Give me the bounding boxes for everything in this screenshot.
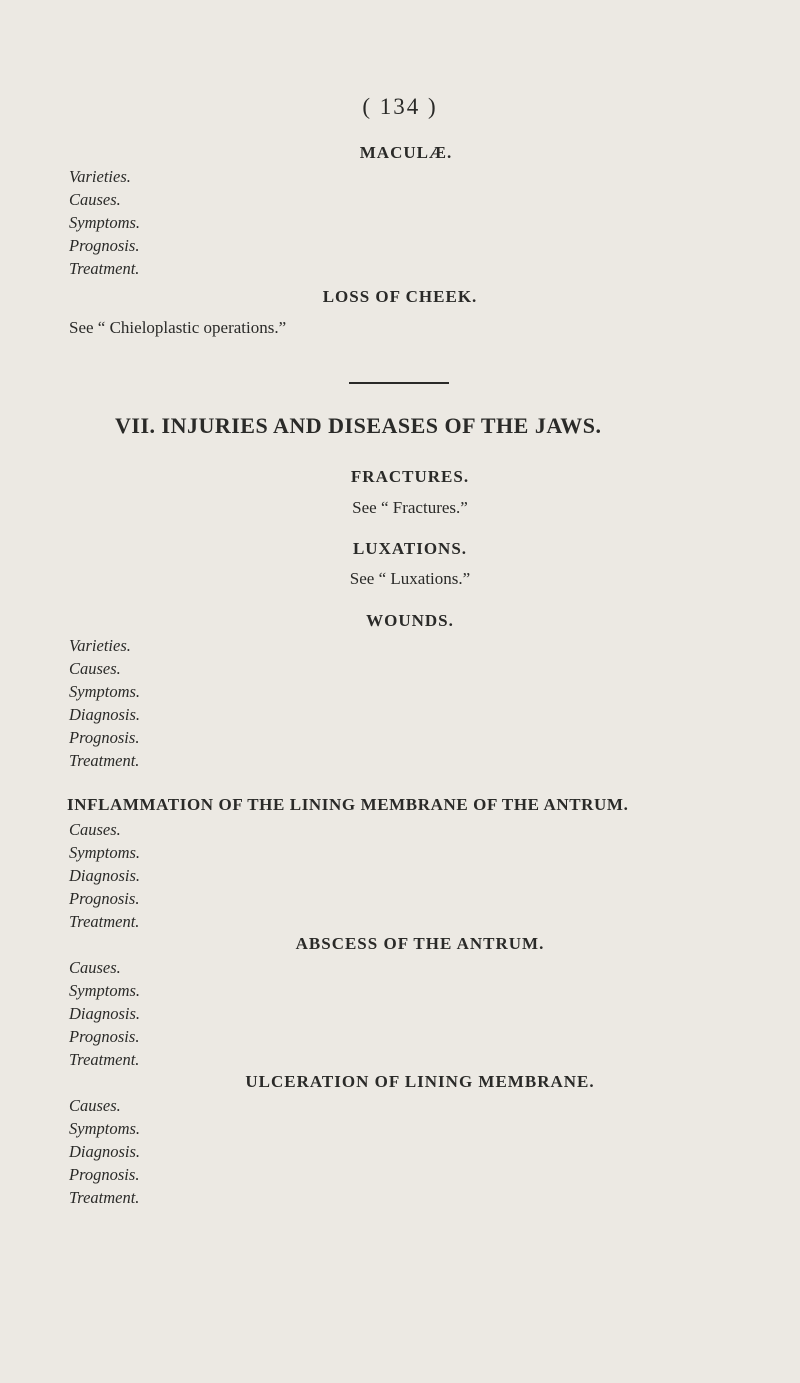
list-item: Treatment. (69, 751, 140, 770)
list-item: Diagnosis. (69, 866, 141, 885)
list-item: Diagnosis. (69, 705, 141, 724)
ulceration-subtopics-list (69, 1094, 140, 1209)
section-heading-wounds: WOUNDS. (366, 611, 454, 630)
section-heading-inflammation-antrum: INFLAMMATION OF THE LINING MEMBRANE OF THE ANTRUM. (67, 795, 629, 814)
list-item: Treatment. (69, 912, 140, 931)
list-item: Causes. (69, 958, 121, 977)
section-heading-maculae: MACULÆ. (359, 143, 453, 162)
section-divider (349, 382, 449, 384)
list-item: Prognosis. (69, 728, 140, 747)
inflammation-subtopics-list (69, 818, 140, 933)
abscess-subtopics-list (69, 956, 140, 1071)
cross-reference-luxations: See “ Luxations.” (349, 569, 471, 588)
list-item: Treatment. (69, 1188, 140, 1207)
list-item: Varieties. (69, 636, 131, 655)
list-item: Symptoms. (69, 1119, 141, 1138)
list-item: Symptoms. (69, 682, 141, 701)
list-item: Prognosis. (69, 1165, 140, 1184)
list-item: Causes. (69, 1096, 121, 1115)
list-item: Diagnosis. (69, 1004, 141, 1023)
list-item: Causes. (69, 659, 121, 678)
list-item: Prognosis. (69, 889, 140, 908)
list-item: Prognosis. (69, 1027, 140, 1046)
list-item: Symptoms. (69, 843, 141, 862)
list-item: Symptoms. (69, 213, 141, 232)
list-item: Causes. (69, 820, 121, 839)
section-heading-loss-of-cheek: LOSS OF CHEEK. (322, 287, 478, 306)
chapter-title: VII. INJURIES AND DISEASES OF THE JAWS. (115, 413, 602, 438)
list-item: Treatment. (69, 259, 140, 278)
section-heading-fractures: FRACTURES. (350, 467, 470, 486)
maculae-subtopics-list (69, 165, 140, 280)
list-item: Symptoms. (69, 981, 141, 1000)
cross-reference-chieloplastic: See “ Chieloplastic operations.” (69, 318, 287, 337)
cross-reference-fractures: See “ Fractures.” (352, 498, 468, 517)
section-heading-ulceration: ULCERATION OF LINING MEMBRANE. (245, 1072, 595, 1091)
section-heading-abscess-antrum: ABSCESS OF THE ANTRUM. (295, 934, 545, 953)
section-heading-luxations: LUXATIONS. (352, 539, 468, 558)
list-item: Varieties. (69, 167, 131, 186)
wounds-subtopics-list (69, 634, 140, 772)
list-item: Causes. (69, 190, 121, 209)
page-number: ( 134 ) (362, 94, 438, 119)
list-item: Treatment. (69, 1050, 140, 1069)
list-item: Diagnosis. (69, 1142, 141, 1161)
list-item: Prognosis. (69, 236, 140, 255)
